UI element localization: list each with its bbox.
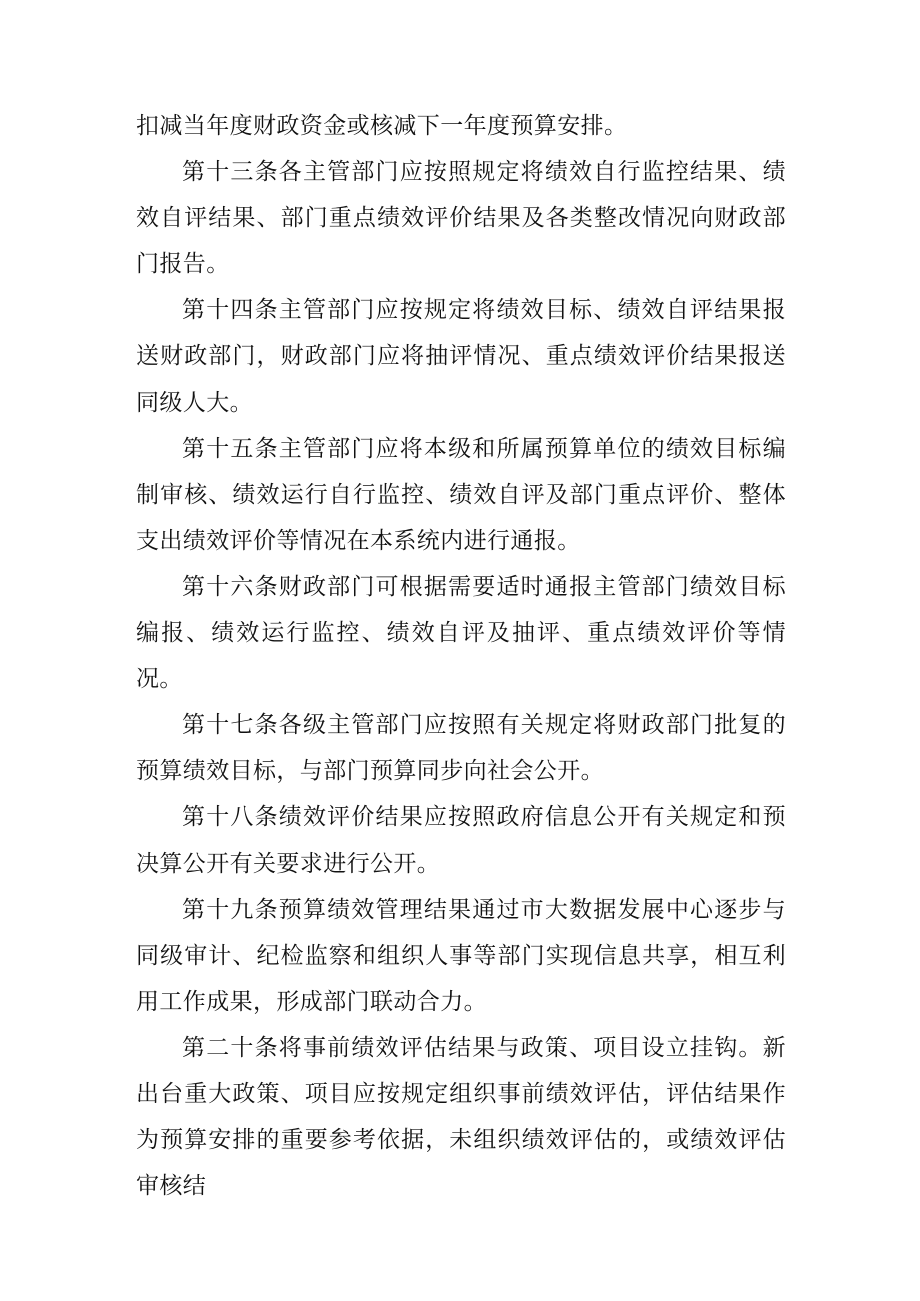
article-13-paragraph: 第十三条各主管部门应按照规定将绩效自行监控结果、绩效自评结果、部门重点绩效评价结果及各类整改情况向财政部门报告。 (136, 159, 786, 278)
article-20-paragraph: 第二十条将事前绩效评估结果与政策、项目设立挂钩。新出台重大政策、项目应按规定组织事前绩效评估，评估结果作为预算安排的重要参考依据，未组织绩效评估的，或绩效评估审核结 (136, 1034, 786, 1200)
article-14-paragraph: 第十四条主管部门应按规定将绩效目标、绩效自评结果报送财政部门，财政部门应将抽评情况、重点绩效评价结果报送同级人大。 (136, 297, 786, 416)
document-body (136, 103, 786, 1209)
article-17-paragraph: 第十七条各级主管部门应按照有关规定将财政部门批复的预算绩效目标，与部门预算同步向社会公开。 (136, 712, 786, 785)
article-16-paragraph: 第十六条财政部门可根据需要适时通报主管部门绩效目标编报、绩效运行监控、绩效自评及抽评、重点绩效评价等情况。 (136, 573, 786, 693)
paragraph-continuation: 扣减当年度财政资金或核减下一年度预算安排。 (136, 113, 628, 139)
article-15-paragraph: 第十五条主管部门应将本级和所属预算单位的绩效目标编制审核、绩效运行自行监控、绩效自评及部门重点评价、整体支出绩效评价等情况在本系统内进行通报。 (136, 435, 786, 554)
article-18-paragraph: 第十八条绩效评价结果应按照政府信息公开有关规定和预决算公开有关要求进行公开。 (136, 804, 786, 877)
article-19-paragraph: 第十九条预算绩效管理结果通过市大数据发展中心逐步与同级审计、纪检监察和组织人事等部门实现信息共享，相互利用工作成果，形成部门联动合力。 (136, 896, 786, 1015)
